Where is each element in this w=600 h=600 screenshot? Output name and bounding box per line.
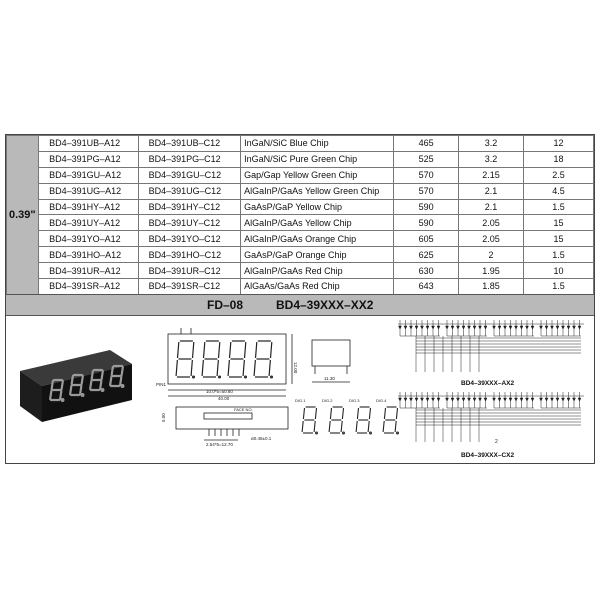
diode [567, 326, 570, 329]
module-photo [20, 350, 132, 422]
cell-chip: AlGaAs/GaAs Red Chip [241, 279, 394, 295]
cell-chip: InGaN/SiC Blue Chip [241, 136, 394, 152]
dig3-label: DIG.3 [349, 398, 360, 403]
datasheet-panel [5, 134, 595, 464]
diode [432, 326, 435, 329]
cell-iv: 1.5 [524, 279, 594, 295]
diode [509, 326, 512, 329]
cell-part-c: BD4–391GU–C12 [138, 167, 241, 183]
diode [545, 398, 548, 401]
dig2-label: DIG.2 [322, 398, 333, 403]
diode [540, 398, 543, 401]
cell-vf: 2.1 [458, 183, 523, 199]
cell-part-a: BD4–391SR–A12 [39, 279, 138, 295]
table-row [7, 247, 594, 263]
schematic-ax2 [398, 320, 584, 372]
pin1-label: PIN1 [156, 382, 167, 387]
cell-part-c: BD4–391PG–C12 [138, 151, 241, 167]
diode [473, 326, 476, 329]
schematic-cx2 [398, 392, 584, 442]
diode [520, 398, 523, 401]
table-row [7, 167, 594, 183]
diode [462, 398, 465, 401]
face-label: FACE NO. [234, 407, 253, 412]
detail-digit [302, 407, 317, 434]
dim-side-label: 11.30 [324, 376, 335, 381]
table-row [7, 151, 594, 167]
front-digit [176, 341, 194, 378]
cell-part-c: BD4–391UY–C12 [138, 215, 241, 231]
diode [504, 326, 507, 329]
cell-part-c: BD4–391UR–C12 [138, 263, 241, 279]
diode [526, 326, 529, 329]
diode [520, 326, 523, 329]
table-row [7, 183, 594, 199]
front-digit [202, 341, 220, 378]
diode [578, 326, 581, 329]
diode [479, 398, 482, 401]
diode [578, 398, 581, 401]
cell-part-a: BD4–391YO–A12 [39, 231, 138, 247]
diode [526, 398, 529, 401]
cell-iv: 1.5 [524, 247, 594, 263]
size-cell: 0.39" [7, 136, 39, 295]
cell-vf: 1.95 [458, 263, 523, 279]
diode [451, 326, 454, 329]
cell-wavelength: 590 [394, 199, 459, 215]
diode [457, 326, 460, 329]
segment-detail [302, 407, 398, 434]
table-row [7, 215, 594, 231]
drawings-area [6, 316, 594, 463]
package-code: FD–08 [207, 298, 244, 312]
table-row [7, 231, 594, 247]
diode [509, 398, 512, 401]
cell-iv: 15 [524, 231, 594, 247]
diode [493, 326, 496, 329]
cell-iv: 1.5 [524, 199, 594, 215]
cell-part-a: BD4–391UY–A12 [39, 215, 138, 231]
cell-chip: GaAsP/GaP Yellow Chip [241, 199, 394, 215]
diode [468, 398, 471, 401]
diode [556, 398, 559, 401]
schematic-cx2-title: BD4–39XXX–CX2 [461, 452, 515, 459]
cell-part-a: BD4–391UB–A12 [39, 136, 138, 152]
cell-vf: 3.2 [458, 151, 523, 167]
diode [457, 398, 460, 401]
cell-iv: 18 [524, 151, 594, 167]
diode [484, 398, 487, 401]
spec-table [6, 135, 594, 295]
dim-width-label: 10.0*5=50.80 [206, 389, 233, 394]
cell-iv: 2.5 [524, 167, 594, 183]
diode [498, 398, 501, 401]
cell-chip: AlGaInP/GaAs Orange Chip [241, 231, 394, 247]
table-row [7, 136, 594, 152]
cell-chip: AlGaInP/GaAs Red Chip [241, 263, 394, 279]
series-code: BD4–39XXX–XX2 [276, 298, 374, 312]
cell-chip: Gap/Gap Yellow Green Chip [241, 167, 394, 183]
dim-pitch-label: 2.54*5=12.70 [206, 442, 233, 447]
cell-chip: InGaN/SiC Pure Green Chip [241, 151, 394, 167]
diode [504, 398, 507, 401]
diode [426, 398, 429, 401]
diode [493, 398, 496, 401]
cell-part-c: BD4–391UG–C12 [138, 183, 241, 199]
cell-wavelength: 570 [394, 167, 459, 183]
diode [410, 398, 413, 401]
table-row [7, 199, 594, 215]
cell-part-a: BD4–391GU–A12 [39, 167, 138, 183]
cell-wavelength: 630 [394, 263, 459, 279]
section-bar [6, 294, 594, 316]
cell-part-c: BD4–391HY–C12 [138, 199, 241, 215]
dim-width2-label: 40.00 [218, 396, 230, 401]
front-digit [254, 341, 272, 378]
cell-vf: 2 [458, 247, 523, 263]
cell-wavelength: 643 [394, 279, 459, 295]
dig1-label: DIG.1 [295, 398, 306, 403]
cell-part-c: BD4–391SR–C12 [138, 279, 241, 295]
cell-part-c: BD4–391YO–C12 [138, 231, 241, 247]
diode [399, 398, 402, 401]
diode [498, 326, 501, 329]
diode [446, 326, 449, 329]
dim-pin-label: ø0.46±0.1 [251, 436, 272, 441]
cell-wavelength: 625 [394, 247, 459, 263]
cell-vf: 1.85 [458, 279, 523, 295]
diode [540, 326, 543, 329]
cell-vf: 3.2 [458, 136, 523, 152]
diode [551, 398, 554, 401]
cell-wavelength: 465 [394, 136, 459, 152]
cell-part-a: BD4–391PG–A12 [39, 151, 138, 167]
cell-wavelength: 525 [394, 151, 459, 167]
diode [437, 398, 440, 401]
detail-digit [329, 407, 344, 434]
cell-part-c: BD4–391UB–C12 [138, 136, 241, 152]
diode [421, 398, 424, 401]
diode [484, 326, 487, 329]
diode [556, 326, 559, 329]
diode [437, 326, 440, 329]
diode [531, 398, 534, 401]
cell-part-a: BD4–391UR–A12 [39, 263, 138, 279]
cell-chip: AlGaInP/GaAs Yellow Chip [241, 215, 394, 231]
diode [551, 326, 554, 329]
table-row [7, 279, 594, 295]
diode [432, 398, 435, 401]
diode [545, 326, 548, 329]
schematic-common-pin: 2 [495, 439, 498, 445]
cell-chip: AlGaInP/GaAs Yellow Green Chip [241, 183, 394, 199]
diode [573, 398, 576, 401]
diode [404, 398, 407, 401]
diode [451, 398, 454, 401]
diode [399, 326, 402, 329]
cell-part-c: BD4–391HO–C12 [138, 247, 241, 263]
cell-wavelength: 590 [394, 215, 459, 231]
diode [567, 398, 570, 401]
diode [531, 326, 534, 329]
diode [404, 326, 407, 329]
diode [468, 326, 471, 329]
diode [415, 326, 418, 329]
cell-vf: 2.1 [458, 199, 523, 215]
cell-iv: 4.5 [524, 183, 594, 199]
schematic-ax2-title: BD4–39XXX–AX2 [461, 380, 515, 387]
cell-vf: 2.05 [458, 215, 523, 231]
cell-vf: 2.15 [458, 167, 523, 183]
diode [562, 326, 565, 329]
diode [562, 398, 565, 401]
diode [479, 326, 482, 329]
table-row [7, 263, 594, 279]
diode [415, 398, 418, 401]
front-view [168, 328, 292, 396]
dim-height-label: 12.00 [293, 362, 298, 374]
cell-vf: 2.05 [458, 231, 523, 247]
cell-wavelength: 570 [394, 183, 459, 199]
diode [515, 326, 518, 329]
front-digit [228, 341, 246, 378]
diode [473, 398, 476, 401]
diode [515, 398, 518, 401]
diode [421, 326, 424, 329]
diode [462, 326, 465, 329]
diode [446, 398, 449, 401]
diode [410, 326, 413, 329]
dig4-label: DIG.4 [376, 398, 387, 403]
cell-wavelength: 605 [394, 231, 459, 247]
cell-iv: 10 [524, 263, 594, 279]
diode [426, 326, 429, 329]
dim-depth-label: 5.00 [161, 413, 166, 422]
detail-digit [356, 407, 371, 434]
cell-iv: 15 [524, 215, 594, 231]
cell-chip: GaAsP/GaP Orange Chip [241, 247, 394, 263]
cell-part-a: BD4–391UG–A12 [39, 183, 138, 199]
cell-part-a: BD4–391HO–A12 [39, 247, 138, 263]
detail-digit [383, 407, 398, 434]
cell-iv: 12 [524, 136, 594, 152]
cell-part-a: BD4–391HY–A12 [39, 199, 138, 215]
diode [573, 326, 576, 329]
